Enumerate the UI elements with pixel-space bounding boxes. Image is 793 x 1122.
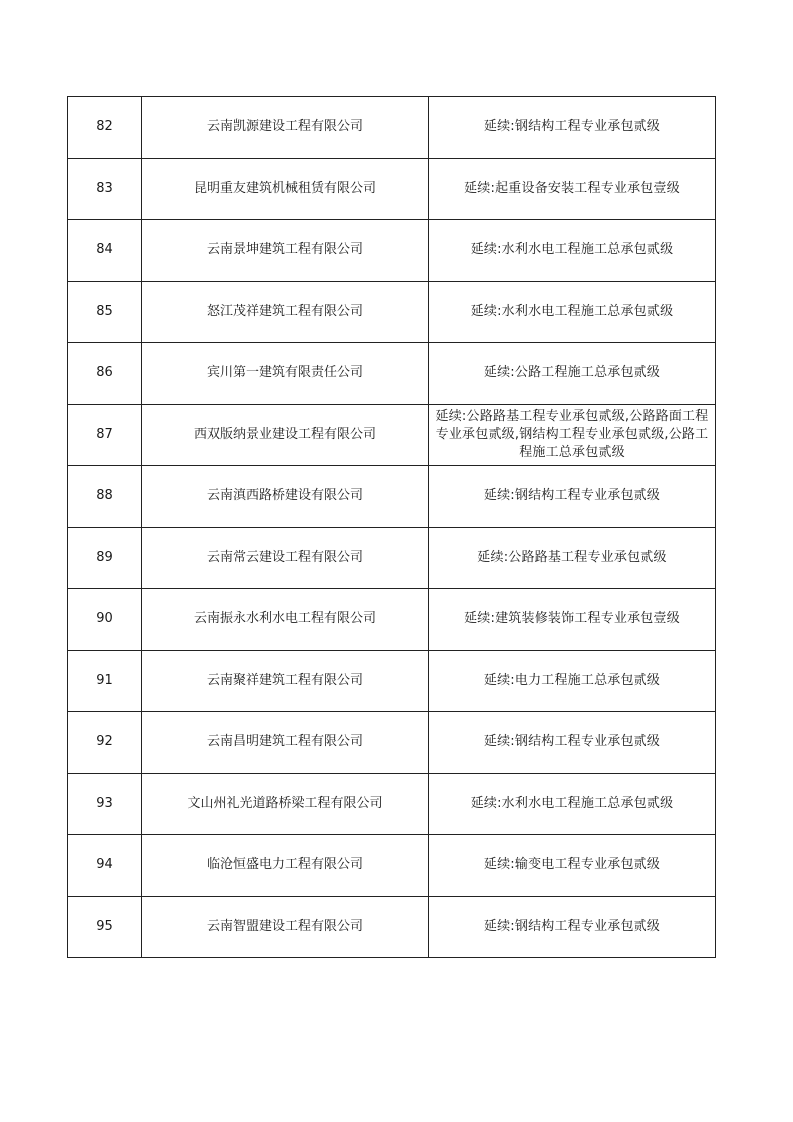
company-name: 临沧恒盛电力工程有限公司 [142,835,429,897]
table-row [68,896,716,958]
row-number: 91 [68,650,142,712]
table-row [68,158,716,220]
table-row [68,466,716,528]
company-name: 文山州礼光道路桥梁工程有限公司 [142,773,429,835]
qualification: 延续:钢结构工程专业承包贰级 [429,712,716,774]
row-number: 93 [68,773,142,835]
row-number: 94 [68,835,142,897]
table-row [68,527,716,589]
row-number: 87 [68,404,142,466]
qualification: 延续:建筑装修装饰工程专业承包壹级 [429,589,716,651]
company-name: 昆明重友建筑机械租赁有限公司 [142,158,429,220]
qualification: 延续:起重设备安装工程专业承包壹级 [429,158,716,220]
qualification: 延续:水利水电工程施工总承包贰级 [429,281,716,343]
table-row [68,281,716,343]
row-number: 90 [68,589,142,651]
qualification: 延续:水利水电工程施工总承包贰级 [429,773,716,835]
company-name: 西双版纳景业建设工程有限公司 [142,404,429,466]
row-number: 86 [68,343,142,405]
company-name: 云南智盟建设工程有限公司 [142,896,429,958]
row-number: 92 [68,712,142,774]
table-row [68,712,716,774]
company-name: 云南景坤建筑工程有限公司 [142,220,429,282]
qualification: 延续:公路路基工程专业承包贰级,公路路面工程专业承包贰级,钢结构工程专业承包贰级,公路工程施工总承包贰级 [429,404,716,466]
qualification-table-body [68,97,716,958]
company-name: 云南滇西路桥建设有限公司 [142,466,429,528]
qualification: 延续:电力工程施工总承包贰级 [429,650,716,712]
table-row [68,650,716,712]
table-row [68,835,716,897]
table-row [68,343,716,405]
qualification: 延续:钢结构工程专业承包贰级 [429,97,716,159]
company-name: 云南昌明建筑工程有限公司 [142,712,429,774]
company-name: 云南凯源建设工程有限公司 [142,97,429,159]
qualification-table [67,96,716,958]
company-name: 怒江茂祥建筑工程有限公司 [142,281,429,343]
qualification: 延续:输变电工程专业承包贰级 [429,835,716,897]
company-name: 云南振永水利水电工程有限公司 [142,589,429,651]
qualification: 延续:公路工程施工总承包贰级 [429,343,716,405]
qualification: 延续:公路路基工程专业承包贰级 [429,527,716,589]
table-row [68,404,716,466]
company-name: 云南聚祥建筑工程有限公司 [142,650,429,712]
qualification: 延续:水利水电工程施工总承包贰级 [429,220,716,282]
company-name: 云南常云建设工程有限公司 [142,527,429,589]
row-number: 82 [68,97,142,159]
company-name: 宾川第一建筑有限责任公司 [142,343,429,405]
table-row [68,773,716,835]
row-number: 88 [68,466,142,528]
row-number: 83 [68,158,142,220]
table-row [68,97,716,159]
row-number: 95 [68,896,142,958]
qualification: 延续:钢结构工程专业承包贰级 [429,466,716,528]
row-number: 89 [68,527,142,589]
row-number: 85 [68,281,142,343]
table-row [68,220,716,282]
table-row [68,589,716,651]
qualification: 延续:钢结构工程专业承包贰级 [429,896,716,958]
row-number: 84 [68,220,142,282]
